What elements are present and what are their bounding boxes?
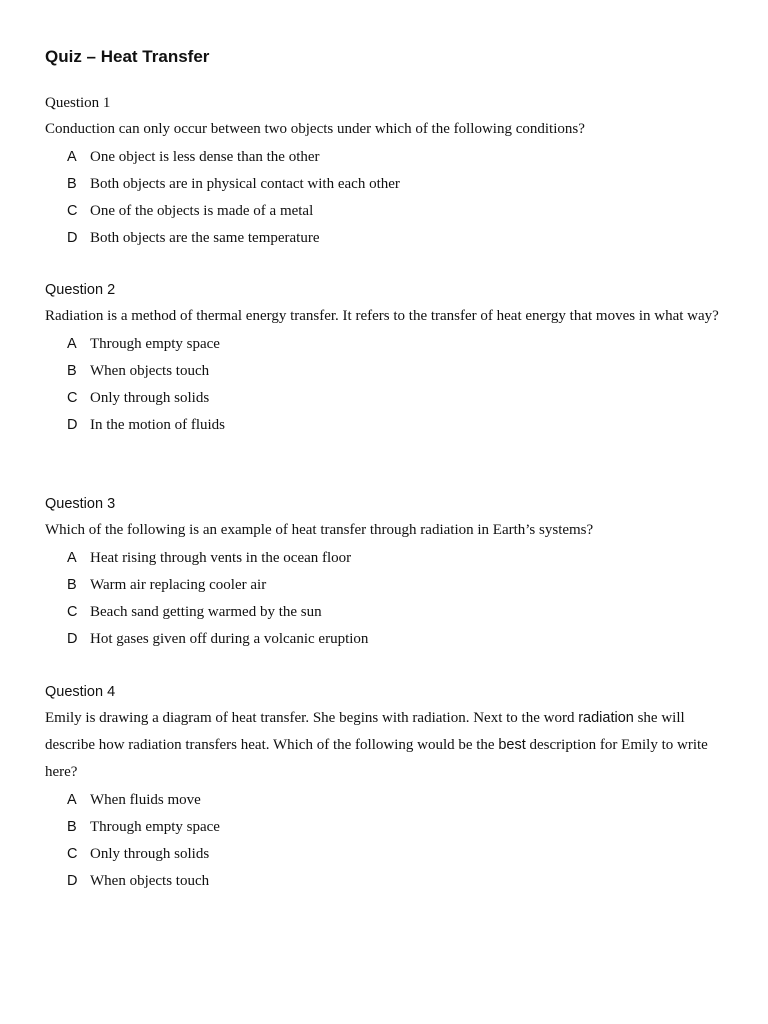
option-letter: A bbox=[67, 550, 77, 566]
prompt-keyword-best: best bbox=[498, 737, 526, 753]
option-text: When objects touch bbox=[90, 363, 210, 379]
option-list bbox=[45, 544, 725, 652]
option-text: Both objects are the same temperature bbox=[90, 230, 320, 246]
option-letter: B bbox=[67, 819, 77, 835]
option-text: Heat rising through vents in the ocean floor bbox=[90, 550, 352, 566]
question-1 bbox=[45, 90, 725, 251]
option-d bbox=[45, 867, 725, 894]
option-text: When objects touch bbox=[90, 873, 210, 889]
option-c bbox=[45, 840, 725, 867]
option-text: Both objects are in physical contact with each other bbox=[90, 176, 400, 192]
option-d bbox=[45, 224, 725, 251]
option-text: When fluids move bbox=[90, 792, 201, 808]
option-d bbox=[45, 625, 725, 652]
prompt-text: she will describe how radiation transfers heat. Which of the following would be the bbox=[45, 710, 685, 753]
option-letter: A bbox=[67, 149, 77, 165]
option-d bbox=[45, 411, 725, 438]
option-c bbox=[45, 197, 725, 224]
option-letter: D bbox=[67, 631, 78, 647]
option-text: Only through solids bbox=[90, 390, 210, 406]
quiz-title: Quiz – Heat Transfer bbox=[45, 47, 210, 66]
option-letter: B bbox=[67, 577, 77, 593]
prompt-keyword-radiation: radiation bbox=[578, 710, 634, 726]
option-a bbox=[45, 786, 725, 813]
question-prompt: Radiation is a method of thermal energy transfer. It refers to the transfer of heat energy that moves in what way? bbox=[45, 308, 719, 324]
option-a bbox=[45, 143, 725, 170]
option-letter: D bbox=[67, 873, 78, 889]
option-b bbox=[45, 357, 725, 384]
question-heading: Question 1 bbox=[45, 95, 111, 111]
question-prompt: Which of the following is an example of heat transfer through radiation in Earth’s systems? bbox=[45, 522, 594, 538]
option-b bbox=[45, 813, 725, 840]
option-list bbox=[45, 330, 725, 438]
option-b bbox=[45, 571, 725, 598]
question-heading: Question 2 bbox=[45, 282, 116, 298]
option-text: Only through solids bbox=[90, 846, 210, 862]
option-letter: A bbox=[67, 336, 77, 352]
option-text: Beach sand getting warmed by the sun bbox=[90, 604, 322, 620]
option-letter: A bbox=[67, 792, 77, 808]
option-list bbox=[45, 786, 725, 894]
option-letter: C bbox=[67, 846, 78, 862]
question-prompt bbox=[45, 705, 725, 786]
option-letter: B bbox=[67, 363, 77, 379]
question-heading: Question 4 bbox=[45, 684, 116, 700]
option-letter: D bbox=[67, 417, 78, 433]
option-text: Through empty space bbox=[90, 819, 220, 835]
option-letter: C bbox=[67, 203, 78, 219]
prompt-text: description for Emily to write here? bbox=[45, 737, 708, 780]
option-letter: C bbox=[67, 604, 78, 620]
prompt-text: Emily is drawing a diagram of heat transfer. She begins with radiation. Next to the word bbox=[45, 710, 579, 726]
option-text: Hot gases given off during a volcanic eruption bbox=[90, 631, 369, 647]
option-a bbox=[45, 330, 725, 357]
option-a bbox=[45, 544, 725, 571]
option-text: One object is less dense than the other bbox=[90, 149, 320, 165]
question-heading: Question 3 bbox=[45, 496, 116, 512]
option-b bbox=[45, 170, 725, 197]
option-text: One of the objects is made of a metal bbox=[90, 203, 314, 219]
option-letter: C bbox=[67, 390, 78, 406]
question-4 bbox=[45, 679, 725, 894]
option-c bbox=[45, 598, 725, 625]
option-text: Through empty space bbox=[90, 336, 220, 352]
option-c bbox=[45, 384, 725, 411]
option-letter: D bbox=[67, 230, 78, 246]
option-text: Warm air replacing cooler air bbox=[90, 577, 267, 593]
option-letter: B bbox=[67, 176, 77, 192]
question-2 bbox=[45, 277, 725, 438]
question-3 bbox=[45, 491, 725, 652]
option-list bbox=[45, 143, 725, 251]
question-prompt: Conduction can only occur between two objects under which of the following conditions? bbox=[45, 121, 585, 137]
option-text: In the motion of fluids bbox=[90, 417, 225, 433]
